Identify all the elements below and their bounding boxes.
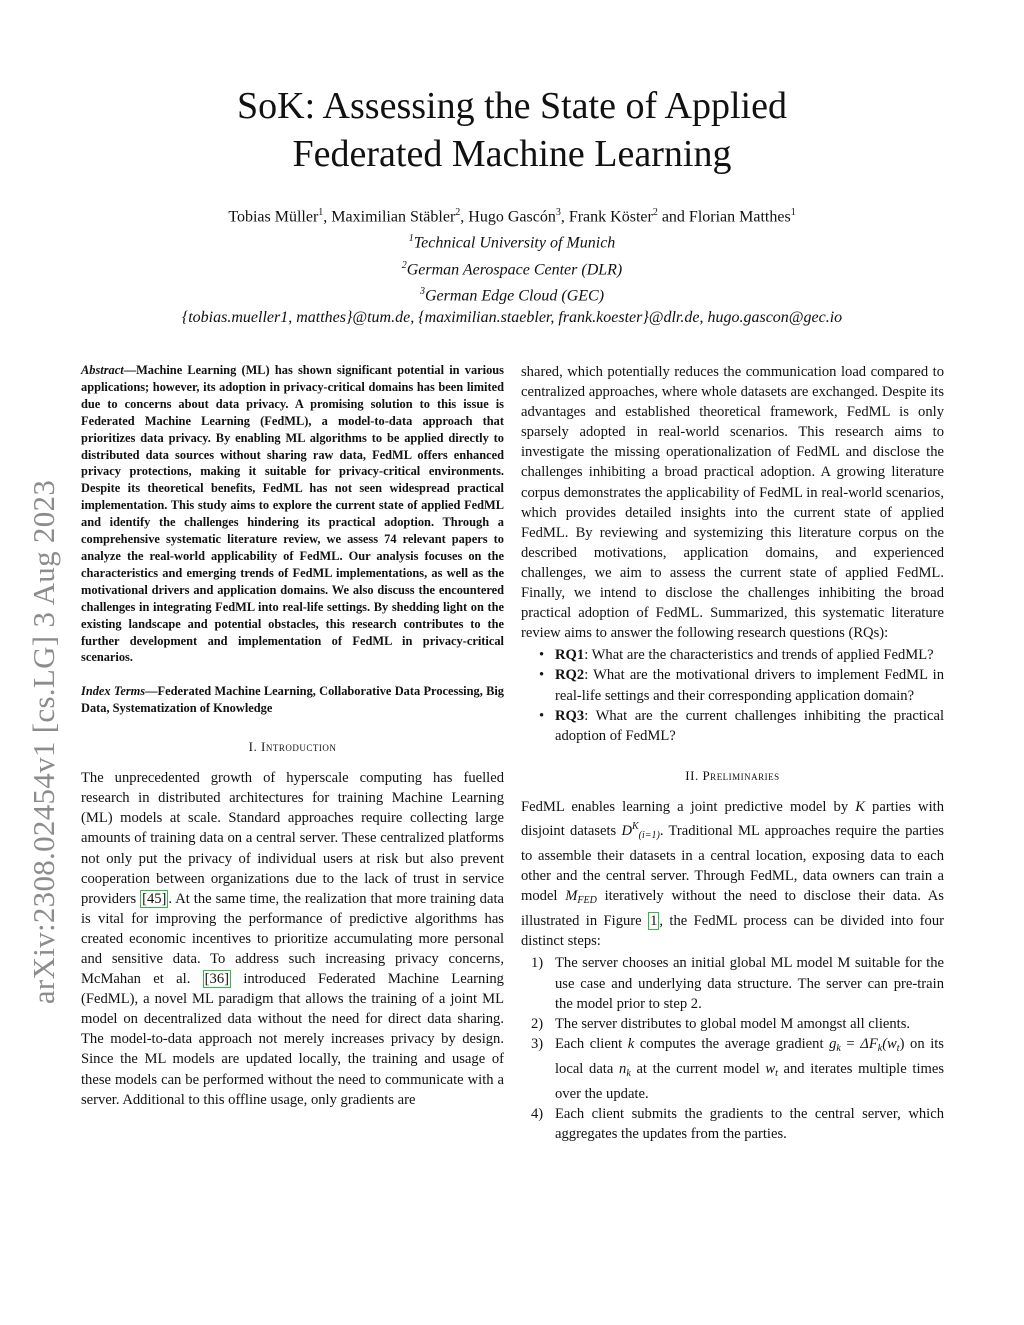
list-item: 1) The server chooses an initial global ML model M suitable for the use case and underlying data structure. The server can pre-train the model prior to step 2. — [531, 955, 944, 1012]
list-item: 2) The server distributes to global model M amongst all clients. — [531, 1015, 911, 1032]
abstract — [81, 362, 504, 666]
rq-label: RQ1 — [555, 647, 585, 664]
preliminaries-paragraph: FedML enables learning a joint predictive model by K parties with disjoint datasets $D^K_{(i=1)}$. Traditional ML approaches require the parties to assemble their datasets in a central location, exposing data to each other and the central server. Through FedML, data owners can train a model $M_{FED}$ iteratively without the need to disclose their data. As illustrated in Figure 1 , the FedML process can be divided into four distinct steps: — [521, 798, 944, 950]
list-item: 3) Each client k computes the average gradient $g_k = \Delta F_k(w_t)$ on its local data $n_k$ at the current model $w_t$ and iterates multiple times over the update. — [531, 1035, 945, 1102]
author-name: Frank Köster — [568, 208, 653, 226]
left-column — [81, 362, 504, 1110]
abstract-text: —Machine Learning (ML) has shown significant potential in various applications; however, its adoption in privacy-critical domains has been limited due to concerns about data privacy. A promising solution to this issue is Federated Machine Learning (FedML), a model-to-data approach that prioritizes data privacy. By enabling ML algorithms to be applied directly to distributed data sources without sharing raw data, FedML offers enhanced privacy protections, making it suitable for privacy-critical environments. Despite its theoretical benefits, FedML has not seen widespread practical implementation. This study aims to explore the current state of applied FedML and identify the challenges hindering its practical adoption. Through a comprehensive systematic literature review, we assess 74 relevant papers to analyze the real-world applicability of FedML. Our analysis focuses on the characteristics and emerging trends of FedML implementations, as well as the motivational drivers and application domains. We also discuss the encountered challenges in integrating FedML into real-life settings. By shedding light on the existing landscape and potential obstacles, this research contributes to the further development and implementation of FedML in privacy-critical scenarios. — [81, 363, 504, 665]
author-emails: {tobias.mueller1, matthes}@tum.de, {maximilian.staebler, frank.koester}@dlr.de, hugo.gascon@gec.io — [181, 309, 843, 327]
list-item: • RQ2: What are the motivational drivers to implement FedML in real-life settings and their corresponding application domain? — [521, 665, 944, 705]
author-affiliation-number: 1 — [318, 207, 324, 218]
list-item: • RQ3: What are the current challenges inhibiting the practical adoption of FedML? — [521, 706, 944, 746]
author-affiliation-number: 2 — [455, 207, 461, 218]
intro-paragraph-continued: shared, which potentially reduces the communication load compared to centralized approaches, where whole datasets are exchanged. Despite its advantages and established theoretical framework, FedML is only sparsely adopted in real-world scenarios. This research aims to investigate the missing operationalization of FedML and disclose the challenges inhibiting a broad practical adoption. A growing literature corpus demonstrates the applicability of FedML in real-world scenarios, which provides detailed insights into the current state of applied FedML. By reviewing and systemizing this literature corpus on the described motivations, application domains, and experienced challenges, we aim to assess the current state of applied FedML. Finally, we intend to disclose the challenges inhibiting the broad practical adoption of FedML. Summarized, this systematic literature review aims to answer the following research questions (RQs): — [521, 364, 944, 642]
author-list: Tobias Müller$^1$, Maximilian Stäbler$^2$, Hugo Gascón$^3$, Frank Köster$^2$ and Florian Matthes$^1$ — [228, 207, 796, 226]
intro-paragraph: The unprecedented growth of hyperscale computing has fuelled research in distributed architectures for training Machine Learning (ML) models at scale. Standard approaches require collecting large amounts of training data on a central server. These centralized platforms not only put the privacy of individual users at risk but also prevent cooperation between organizations due to the lack of trust in service providers [45] . At the same time, the realization that more training data is vital for improving the performance of predictive algorithms has created economic incentives to prioritize accumulating more personal and sensitive data. To address such increasing privacy concerns, McMahan et al. [36] introduced Federated Machine Learning (FedML), a novel ML paradigm that allows the training of a joint ML model on decentralized data without the need for direct data sharing. The model-to-data approach not merely increases privacy by design. Since the ML models are updated locally, the training and usage of these models can be performed without the need to communicate with a server. Additional to this offline usage, only gradients are — [81, 770, 504, 1108]
paper-title — [0, 82, 1024, 178]
arxiv-watermark: arXiv:2308.02454v1 [cs.LG] 3 Aug 2023 — [26, 479, 61, 1005]
title-line-2: Federated Machine Learning — [292, 133, 732, 175]
author-affiliation-number: 3 — [555, 207, 561, 218]
research-questions-list — [521, 645, 944, 745]
author-affiliation-number: 2 — [652, 207, 658, 218]
author-name: Maximilian Stäbler — [331, 208, 456, 226]
index-terms — [81, 683, 504, 717]
index-terms-text: —Federated Machine Learning, Collaborative Data Processing, Big Data, Systematization of Knowledge — [81, 684, 504, 716]
author-name: Florian Matthes — [688, 208, 791, 226]
figure-reference-link[interactable]: 1 — [650, 913, 658, 930]
index-terms-label: Index Terms — [81, 684, 146, 699]
author-name: Tobias Müller — [228, 208, 319, 226]
list-item: 4) Each client submits the gradients to the central server, which aggregates the updates from the parties. — [531, 1106, 944, 1143]
affiliation: $^2$German Aerospace Center (DLR) — [401, 259, 623, 278]
title-line-1: SoK: Assessing the State of Applied — [237, 85, 787, 127]
affiliation: $^3$German Edge Cloud (GEC) — [419, 285, 605, 305]
author-name: Hugo Gascón — [468, 208, 556, 226]
rq-label: RQ2 — [555, 667, 585, 684]
rq-label: RQ3 — [555, 707, 585, 724]
citation-link[interactable]: [36] — [204, 971, 229, 988]
author-affiliation-number: 1 — [790, 207, 796, 218]
section-heading-introduction: I. Introduction — [248, 739, 337, 755]
affiliation: $^1$Technical University of Munich — [408, 233, 616, 252]
citation-link[interactable]: [45] — [142, 890, 167, 907]
abstract-label: Abstract — [81, 363, 124, 377]
fedml-steps-list — [521, 953, 944, 1144]
section-heading-preliminaries: II. Preliminaries — [685, 767, 780, 783]
list-item: • RQ1: What are the characteristics and trends of applied FedML? — [521, 645, 944, 665]
right-column — [521, 362, 944, 1144]
author-block — [0, 202, 1024, 329]
